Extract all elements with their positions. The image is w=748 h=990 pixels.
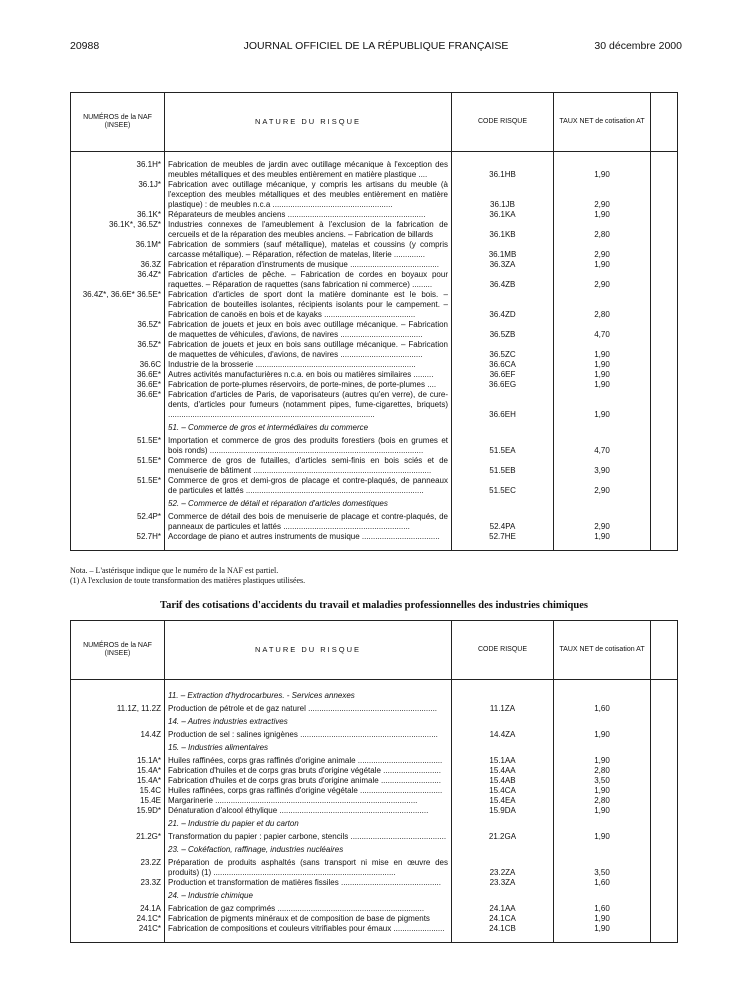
net-rate: 1,90	[554, 806, 651, 816]
risk-code: 36.6CA	[452, 360, 554, 370]
section-row	[71, 688, 678, 704]
net-rate: 1,90	[554, 380, 651, 390]
risk-description: Fabrication d'huiles et de corps gras bruts d'origine végétale ..........................	[165, 766, 452, 776]
table-row	[71, 210, 678, 220]
risk-code: 36.1MB	[452, 240, 554, 260]
risk-code: 36.6EG	[452, 380, 554, 390]
risk-description: Fabrication d'articles de pêche. – Fabrication de cordes en boyaux pour raquettes. – Réparation de raquettes (sans fabrication ni commerce) .........	[165, 270, 452, 290]
table-row	[71, 512, 678, 532]
risk-code: 36.1KA	[452, 210, 554, 220]
naf-code: 15.1A*	[71, 756, 165, 766]
table-row	[71, 220, 678, 240]
risk-description: Huiles raffinées, corps gras raffinés d'origine animale ......................................	[165, 756, 452, 766]
risk-table-wood	[70, 92, 678, 551]
risk-table-chemical	[70, 620, 678, 943]
net-rate: 2,90	[554, 512, 651, 532]
table-row	[71, 270, 678, 290]
section-title: Tarif des cotisations d'accidents du travail et maladies professionnelles des industries chimiques	[160, 600, 588, 611]
risk-description: Transformation du papier : papier carbone, stencils ...........................................	[165, 832, 452, 842]
col-nature: NATURE DU RISQUE	[165, 93, 452, 152]
naf-code: 36.4Z*	[71, 270, 165, 290]
col-code: CODE RISQUE	[452, 621, 554, 680]
naf-code: 24.1A	[71, 904, 165, 914]
risk-description: Réparateurs de meubles anciens ..............................................................	[165, 210, 452, 220]
risk-code: 15.1AA	[452, 756, 554, 766]
risk-code: 23.3ZA	[452, 878, 554, 888]
table-row	[71, 380, 678, 390]
section-row	[71, 496, 678, 512]
section-heading: 14. – Autres industries extractives	[165, 714, 452, 730]
col-blank	[651, 93, 678, 152]
col-nature: NATURE DU RISQUE	[165, 621, 452, 680]
net-rate: 2,90	[554, 270, 651, 290]
naf-code: 52.4P*	[71, 512, 165, 532]
table-row	[71, 904, 678, 914]
naf-code: 51.5E*	[71, 476, 165, 496]
risk-code: 11.1ZA	[452, 704, 554, 714]
risk-code: 15.4CA	[452, 786, 554, 796]
net-rate: 1,90	[554, 370, 651, 380]
table-row	[71, 260, 678, 270]
naf-code: 23.3Z	[71, 878, 165, 888]
spacer-row	[71, 934, 678, 943]
note-asterisk: Nota. – L'astérisque indique que le numéro de la NAF est partiel.	[70, 566, 279, 575]
net-rate: 1,60	[554, 704, 651, 714]
risk-code: 36.4ZD	[452, 290, 554, 320]
section-heading: 23. – Cokéfaction, raffinage, industries nucléaires	[165, 842, 452, 858]
risk-description: Dénaturation d'alcool éthylique ...................................................................	[165, 806, 452, 816]
issue-date: 30 décembre 2000	[594, 40, 682, 52]
table-notes	[70, 566, 305, 586]
table-row	[71, 290, 678, 320]
table-row	[71, 340, 678, 360]
table-row	[71, 878, 678, 888]
net-rate: 2,80	[554, 796, 651, 806]
section-row	[71, 842, 678, 858]
col-naf: NUMÉROS de la NAF (INSEE)	[71, 93, 165, 152]
section-heading: 52. – Commerce de détail et réparation d'articles domestiques	[165, 496, 452, 512]
risk-code: 15.4EA	[452, 796, 554, 806]
naf-code: 52.7H*	[71, 532, 165, 542]
naf-code: 36.5Z*	[71, 320, 165, 340]
table-row	[71, 766, 678, 776]
naf-code: 36.4Z*, 36.6E* 36.5E*	[71, 290, 165, 320]
net-rate: 3,90	[554, 456, 651, 476]
risk-code: 36.6EH	[452, 390, 554, 420]
table-row	[71, 756, 678, 766]
risk-description: Industrie de la brosserie ........................................................................	[165, 360, 452, 370]
risk-description: Importation et commerce de gros des produits forestiers (bois en grumes et bois ronds) ................................................................................................	[165, 436, 452, 456]
table-row	[71, 532, 678, 542]
table-body	[71, 152, 678, 551]
net-rate: 1,90	[554, 832, 651, 842]
table-row	[71, 786, 678, 796]
risk-description: Fabrication de jouets et jeux en bois avec outillage mécanique. – Fabrication de maquettes de véhicules, d'avions, de navires .....................................	[165, 320, 452, 340]
risk-code: 14.4ZA	[452, 730, 554, 740]
risk-code: 51.5EC	[452, 476, 554, 496]
net-rate: 1,90	[554, 390, 651, 420]
risk-code: 36.4ZB	[452, 270, 554, 290]
risk-code: 15.4AB	[452, 776, 554, 786]
net-rate: 3,50	[554, 858, 651, 878]
net-rate: 2,90	[554, 240, 651, 260]
spacer-row	[71, 152, 678, 161]
section-row	[71, 888, 678, 904]
section-heading: 24. – Industrie chimique	[165, 888, 452, 904]
table-row	[71, 796, 678, 806]
net-rate: 1,60	[554, 904, 651, 914]
net-rate: 2,90	[554, 180, 651, 210]
col-code: CODE RISQUE	[452, 93, 554, 152]
naf-code: 36.6E*	[71, 380, 165, 390]
col-taux: TAUX NET de cotisation AT	[554, 621, 651, 680]
risk-description: Fabrication d'articles de Paris, de vaporisateurs (autres qu'en verre), de cure-dents, d'articles pour fumeurs (notamment pipes, fume-cigarettes, briquets) .............................................................................................	[165, 390, 452, 420]
risk-description: Autres activités manufacturières n.c.a. en bois ou matières similaires .........	[165, 370, 452, 380]
risk-code: 24.1CA	[452, 914, 554, 924]
table-row	[71, 730, 678, 740]
net-rate: 1,90	[554, 924, 651, 934]
naf-code: 36.1J*	[71, 180, 165, 210]
table-row	[71, 924, 678, 934]
table-row	[71, 370, 678, 380]
naf-code: 36.1K*, 36.5Z*	[71, 220, 165, 240]
naf-code: 51.5E*	[71, 436, 165, 456]
table-row	[71, 858, 678, 878]
risk-code: 15.9DA	[452, 806, 554, 816]
table-row	[71, 914, 678, 924]
section-row	[71, 816, 678, 832]
table-row	[71, 776, 678, 786]
page-number: 20988	[70, 40, 100, 52]
naf-code: 36.6C	[71, 360, 165, 370]
section-row	[71, 714, 678, 730]
section-row	[71, 420, 678, 436]
net-rate: 1,90	[554, 756, 651, 766]
net-rate: 1,90	[554, 210, 651, 220]
spacer-row	[71, 542, 678, 551]
naf-code: 15.9D*	[71, 806, 165, 816]
net-rate: 1,90	[554, 786, 651, 796]
naf-code: 15.4A*	[71, 776, 165, 786]
section-heading: 11. – Extraction d'hydrocarbures. - Services annexes	[165, 688, 452, 704]
risk-code: 36.6EF	[452, 370, 554, 380]
section-row	[71, 740, 678, 756]
net-rate: 1,90	[554, 360, 651, 370]
section-heading: 51. – Commerce de gros et intermédiaires du commerce	[165, 420, 452, 436]
risk-code: 36.1JB	[452, 180, 554, 210]
net-rate: 2,80	[554, 290, 651, 320]
risk-code: 24.1AA	[452, 904, 554, 914]
risk-description: Fabrication avec outillage mécanique, y compris les artisans du meuble (à l'exception des meubles métalliques et des meubles entièrement en matière plastique) : de meubles n.c.a ......................................................	[165, 180, 452, 210]
col-naf: NUMÉROS de la NAF (INSEE)	[71, 621, 165, 680]
risk-description: Fabrication de pigments minéraux et de composition de base de pigments	[165, 914, 452, 924]
net-rate: 1,60	[554, 878, 651, 888]
risk-description: Industries connexes de l'ameublement à l'exclusion de la fabrication de cercueils et de la réparation des meubles anciens. – Fabrication de billards	[165, 220, 452, 240]
risk-code: 51.5EB	[452, 456, 554, 476]
naf-code: 24.1C*	[71, 914, 165, 924]
risk-description: Fabrication d'huiles et de corps gras bruts d'origine animale ...........................	[165, 776, 452, 786]
table-body	[71, 680, 678, 943]
table-row	[71, 704, 678, 714]
naf-code: 36.5Z*	[71, 340, 165, 360]
net-rate: 4,70	[554, 436, 651, 456]
risk-code: 15.4AA	[452, 766, 554, 776]
naf-code: 15.4A*	[71, 766, 165, 776]
section-heading: 21. – Industrie du papier et du carton	[165, 816, 452, 832]
risk-description: Commerce de gros et demi-gros de placage et contre-plaqués, de panneaux de particules et lattés ................................................................................	[165, 476, 452, 496]
col-taux: TAUX NET de cotisation AT	[554, 93, 651, 152]
risk-code: 51.5EA	[452, 436, 554, 456]
naf-code: 36.6E*	[71, 370, 165, 380]
naf-code: 15.4C	[71, 786, 165, 796]
risk-code: 52.4PA	[452, 512, 554, 532]
naf-code: 36.6E*	[71, 390, 165, 420]
risk-code: 21.2GA	[452, 832, 554, 842]
risk-code: 24.1CB	[452, 924, 554, 934]
risk-description: Commerce de détail des bois de menuiserie de placage et contre-plaqués, de panneaux de particules et lattés .........................................................	[165, 512, 452, 532]
section-heading: 15. – Industries alimentaires	[165, 740, 452, 756]
naf-code: 241C*	[71, 924, 165, 934]
risk-description: Accordage de piano et autres instruments de musique ...................................	[165, 532, 452, 542]
table-row	[71, 456, 678, 476]
net-rate: 2,90	[554, 476, 651, 496]
table-row	[71, 436, 678, 456]
table-row	[71, 320, 678, 340]
risk-description: Production de pétrole et de gaz naturel ..........................................................	[165, 704, 452, 714]
risk-description: Fabrication de meubles de jardin avec outillage mécanique à l'exception des meubles métalliques et des meubles entièrement en matière plastique ....	[165, 160, 452, 180]
net-rate: 1,90	[554, 160, 651, 180]
table-row	[71, 832, 678, 842]
naf-code: 14.4Z	[71, 730, 165, 740]
net-rate: 1,90	[554, 260, 651, 270]
table-row	[71, 360, 678, 370]
net-rate: 2,80	[554, 220, 651, 240]
risk-code: 52.7HE	[452, 532, 554, 542]
naf-code: 36.3Z	[71, 260, 165, 270]
naf-code: 15.4E	[71, 796, 165, 806]
risk-code: 36.1KB	[452, 220, 554, 240]
risk-description: Production de sel : salines ignigènes ..............................................................	[165, 730, 452, 740]
risk-code: 36.1HB	[452, 160, 554, 180]
risk-description: Fabrication de gaz comprimés ..................................................................	[165, 904, 452, 914]
naf-code: 36.1H*	[71, 160, 165, 180]
risk-description: Commerce de gros de futailles, d'articles semi-finis en bois sciés et de menuiserie de bâtiment ................................................................................	[165, 456, 452, 476]
risk-code: 36.5ZB	[452, 320, 554, 340]
naf-code: 21.2G*	[71, 832, 165, 842]
naf-code: 11.1Z, 11.2Z	[71, 704, 165, 714]
table-row	[71, 390, 678, 420]
note-footnote: (1) A l'exclusion de toute transformation des matières plastiques utilisées.	[70, 576, 306, 585]
risk-code: 36.5ZC	[452, 340, 554, 360]
risk-description: Fabrication de jouets et jeux en bois sans outillage mécanique. – Fabrication de maquettes de véhicules, d'avions, de navires .....................................	[165, 340, 452, 360]
journal-title: JOURNAL OFFICIEL DE LA RÉPUBLIQUE FRANÇAISE	[243, 40, 509, 52]
risk-description: Margarinerie ...........................................................................................	[165, 796, 452, 806]
risk-description: Fabrication de compositions et couleurs vitrifiables pour émaux .......................	[165, 924, 452, 934]
risk-description: Huiles raffinées, corps gras raffinés d'origine végétale .....................................	[165, 786, 452, 796]
naf-code: 36.1K*	[71, 210, 165, 220]
table-row	[71, 240, 678, 260]
net-rate: 2,80	[554, 766, 651, 776]
naf-code: 23.2Z	[71, 858, 165, 878]
table-row	[71, 180, 678, 210]
table-row	[71, 806, 678, 816]
table-row	[71, 160, 678, 180]
risk-code: 36.3ZA	[452, 260, 554, 270]
risk-description: Préparation de produits asphaltés (sans transport ni mise en œuvre des produits) (1) ..................................................................................	[165, 858, 452, 878]
risk-description: Fabrication de sommiers (sauf métallique), matelas et coussins (y compris carcasse métallique). – Réparation, réfection de matelas, literie ..............	[165, 240, 452, 260]
risk-code: 23.2ZA	[452, 858, 554, 878]
naf-code: 36.1M*	[71, 240, 165, 260]
net-rate: 4,70	[554, 320, 651, 340]
table-row	[71, 476, 678, 496]
risk-description: Fabrication d'articles de sport dont la matière dominante est le bois. – Fabrication de bouteilles isolantes, récipients isolants pour le campement. – Fabrication de canoës en bois et de kayaks .........................................	[165, 290, 452, 320]
net-rate: 1,90	[554, 532, 651, 542]
risk-description: Fabrication et réparation d'instruments de musique ........................................	[165, 260, 452, 270]
risk-description: Fabrication de porte-plumes réservoirs, de porte-mines, de porte-plumes ....	[165, 380, 452, 390]
net-rate: 1,90	[554, 340, 651, 360]
col-blank	[651, 621, 678, 680]
net-rate: 1,90	[554, 730, 651, 740]
net-rate: 1,90	[554, 914, 651, 924]
risk-description: Production et transformation de matières fissiles .............................................	[165, 878, 452, 888]
spacer-row	[71, 680, 678, 689]
net-rate: 3,50	[554, 776, 651, 786]
naf-code: 51.5E*	[71, 456, 165, 476]
